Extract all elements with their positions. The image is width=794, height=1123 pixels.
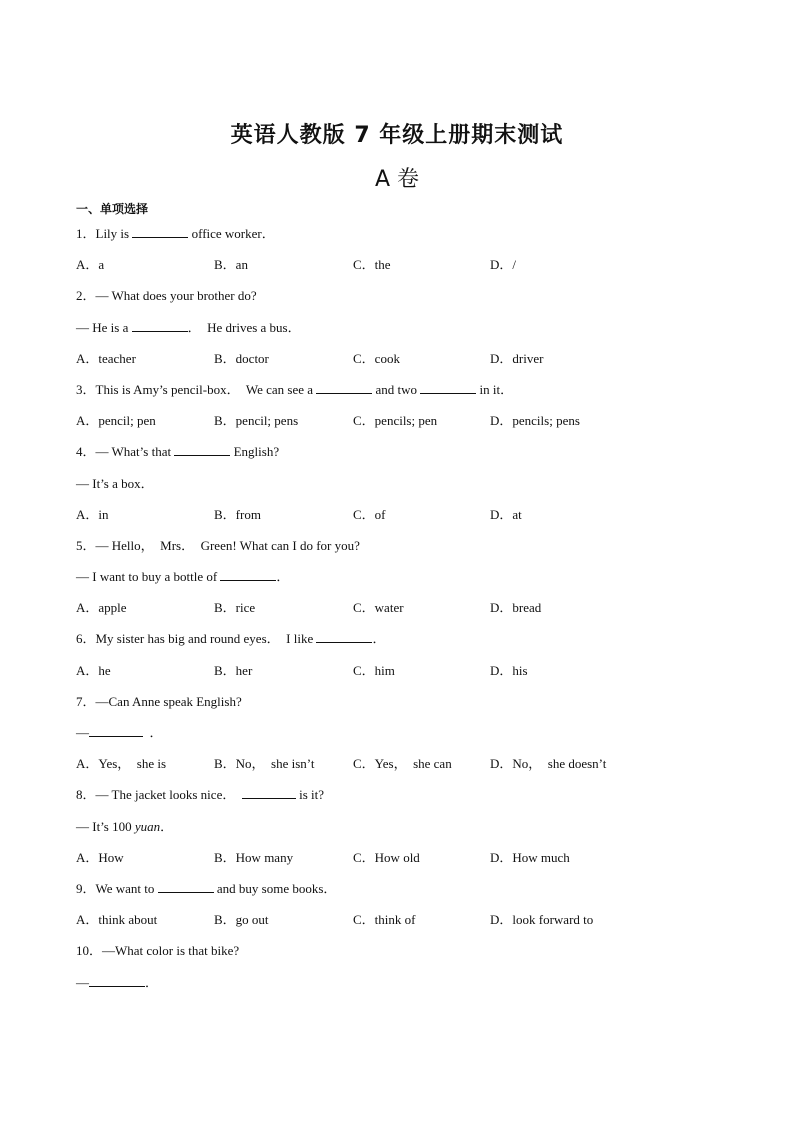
option-d: D．/ (490, 257, 517, 273)
question-line: 7．—Can Anne speak English? (76, 693, 242, 709)
page-subtitle: A 卷 (374, 167, 420, 192)
question-line: 9．We want to and buy some books． (76, 880, 337, 896)
options-row (76, 255, 736, 286)
question-line: 1．Lily is office worker． (76, 226, 275, 241)
question-line: — ． (76, 725, 163, 740)
question-line: — He is a ． He drives a bus． (76, 319, 301, 335)
option-d: D．his (490, 662, 528, 678)
answer-blank (89, 724, 143, 737)
options-row (76, 505, 736, 536)
answer-blank (220, 568, 276, 581)
option-a: A．in (76, 506, 109, 522)
options-row (76, 411, 736, 442)
answer-blank (316, 630, 372, 643)
option-c: C．How old (353, 849, 420, 865)
option-c: C．him (353, 662, 395, 678)
option-b: B．No， she isn’t (214, 756, 315, 772)
option-b: B．How many (214, 849, 294, 865)
option-a: A．teacher (76, 350, 136, 366)
option-c: C．think of (353, 912, 416, 928)
answer-blank (132, 225, 188, 238)
options-row (76, 598, 736, 629)
option-b: B．from (214, 506, 261, 522)
option-a: A．think about (76, 912, 158, 928)
question-list (76, 224, 736, 1004)
option-d: D．look forward to (490, 912, 594, 928)
section-heading: 一、单项选择 (76, 202, 149, 216)
option-a: A．pencil; pen (76, 413, 156, 429)
option-a: A．apple (76, 600, 127, 616)
options-row (76, 754, 736, 785)
options-row (76, 910, 736, 941)
option-b: B．an (214, 257, 248, 273)
option-c: C．cook (353, 350, 400, 366)
option-d: D．How much (490, 849, 570, 865)
question-line: 8．— The jacket looks nice． is it? (76, 787, 325, 803)
answer-blank (132, 319, 188, 332)
answer-blank (174, 443, 230, 456)
question-line: — It’s a box． (76, 475, 154, 491)
options-row (76, 349, 736, 380)
option-d: D．No， she doesn’t (490, 756, 607, 772)
option-b: B．go out (214, 912, 269, 928)
answer-blank (158, 880, 214, 893)
answer-blank (316, 381, 372, 394)
question-line: 2．— What does your brother do? (76, 288, 257, 304)
option-c: C．the (353, 257, 391, 273)
option-b: B．rice (214, 600, 256, 616)
question-line: 4．— What’s that English? (76, 444, 280, 460)
question-line: — It’s 100 yuan． (76, 818, 174, 834)
option-a: A．How (76, 849, 124, 865)
option-b: B．pencil; pens (214, 413, 299, 429)
option-d: D．driver (490, 350, 544, 366)
options-row (76, 848, 736, 879)
option-c: C．of (353, 506, 386, 522)
question-line: — I want to buy a bottle of ． (76, 569, 290, 585)
question-line: 6．My sister has big and round eyes． I like ． (76, 631, 386, 647)
option-b: B．her (214, 662, 253, 678)
page-title: 英语人教版 7 年级上册期末测试 (230, 123, 564, 148)
option-a: A．he (76, 662, 111, 678)
question-line: 5．— Hello， Mrs． Green! What can I do for you? (76, 537, 360, 553)
option-d: D．bread (490, 600, 542, 616)
option-d: D．at (490, 506, 522, 522)
option-b: B．doctor (214, 350, 269, 366)
answer-blank (242, 786, 296, 799)
option-a: A．Yes， she is (76, 756, 167, 772)
options-row (76, 661, 736, 692)
answer-blank (89, 974, 145, 987)
question-line: 10．—What color is that bike? (76, 943, 240, 959)
option-c: C．pencils; pen (353, 413, 438, 429)
option-c: C．water (353, 600, 404, 616)
option-a: A．a (76, 257, 105, 273)
option-c: C．Yes， she can (353, 756, 452, 772)
answer-blank (420, 381, 476, 394)
question-line: 3．This is Amy’s pencil-box． We can see a and two in it． (76, 381, 514, 397)
option-d: D．pencils; pens (490, 413, 580, 429)
question-line: — ． (76, 974, 159, 990)
